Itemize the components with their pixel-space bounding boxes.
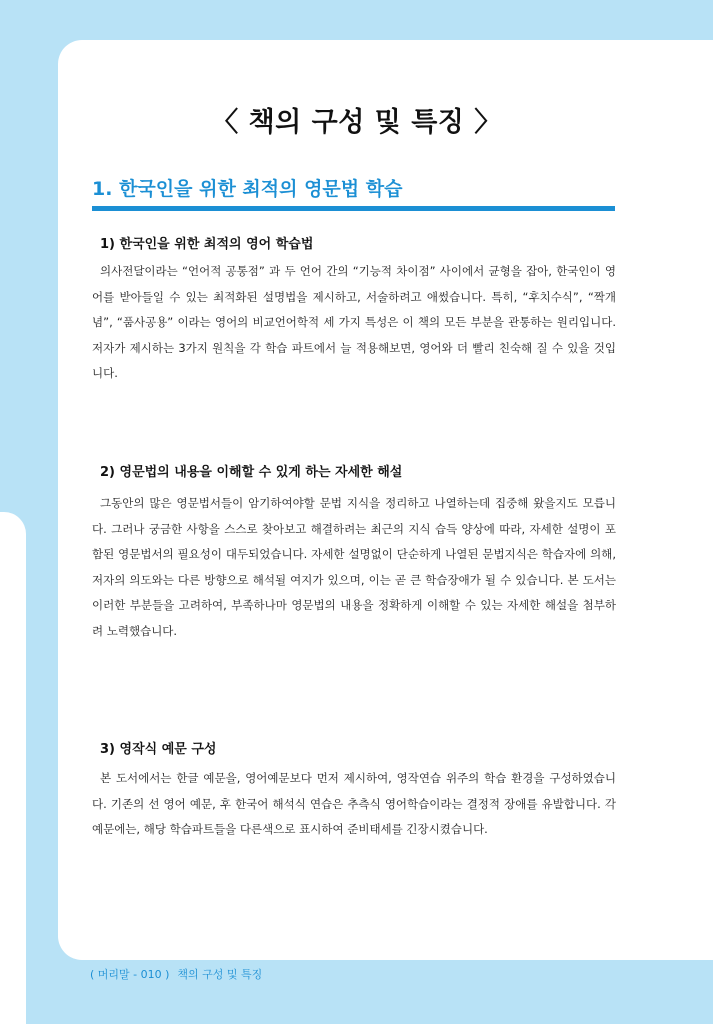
section-divider bbox=[92, 206, 615, 211]
footer-section-label: 책의 구성 및 특징 bbox=[177, 968, 263, 981]
document-page bbox=[58, 40, 713, 960]
section-heading: 1. 한국인을 위한 최적의 영문법 학습 bbox=[92, 178, 403, 200]
subsection-body-2: 그동안의 많은 영문법서들이 암기하여야할 문법 지식을 정리하고 나열하는데 집중해 왔을지도 모릅니다. 그러나 궁금한 사항을 스스로 찾아보고 해결하려는 최근의 지식 습득 양상에 따라, 자세한 설명이 포함된 영문법서의 필요성이 대두되었습니다. 자세한 설명없이 단순하게 나열된 문법지식은 학습자에 의해, 저자의 의도와는 다른 방향으로 해석될 여지가 있으며, 이는 곧 큰 학습장애가 될 수 있습니다. 본 도서는 이러한 부분들을 고려하여, 부족하나마 영문법의 내용을 정확하게 이해할 수 있는 자세한 해설을 첨부하려 노력했습니다. bbox=[92, 496, 616, 638]
subsection-heading-2: 2) 영문법의 내용을 이해할 수 있게 하는 자세한 해설 bbox=[100, 465, 403, 480]
subsection-body-3: 본 도서에서는 한글 예문을, 영어예문보다 먼저 제시하여, 영작연습 위주의 학습 환경을 구성하였습니다. 기존의 선 영어 예문, 후 한국어 해석식 연습은 추측식 영어학습이라는 결정적 장애를 유발합니다. 각 예문에는, 해당 학습파트들을 다른색으로 표시하여 준비태세를 긴장시켰습니다. bbox=[92, 771, 616, 836]
page-footer bbox=[90, 966, 262, 982]
subsection-body-1: 의사전달이라는 “언어적 공통점” 과 두 언어 간의 “기능적 차이점” 사이에서 균형을 잡아, 한국인이 영어를 받아들일 수 있는 최적화된 설명법을 제시하고, 서술하려고 애썼습니다. 특히, “후치수식”, “짝개념”, “품사공용” 이라는 영어의 비교언어학적 세 가지 특성은 이 책의 모든 부분을 관통하는 원리입니다. 저자가 제시하는 3가지 원칙을 각 학습 파트에서 늘 적용해보면, 영어와 더 빨리 친숙해 질 수 있을 것입니다. bbox=[92, 264, 616, 380]
page-title: 〈 책의 구성 및 특징 〉 bbox=[211, 107, 502, 138]
footer-page-label: ( 머리말 - 010 ) bbox=[90, 968, 170, 981]
subsection-heading-3: 3) 영작식 예문 구성 bbox=[100, 742, 217, 757]
subsection-heading-1: 1) 한국인을 위한 최적의 영어 학습법 bbox=[100, 237, 314, 252]
page-edge-tab bbox=[0, 512, 26, 1024]
